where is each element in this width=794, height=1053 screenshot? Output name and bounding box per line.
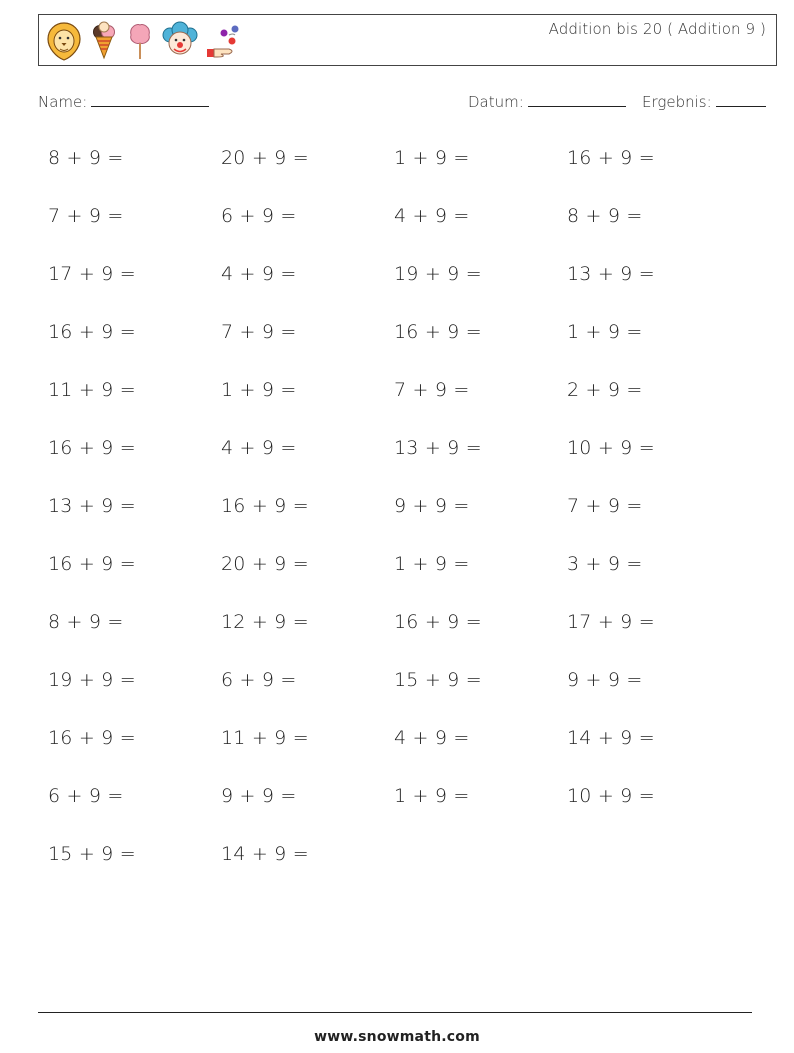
problem-item: 13 + 9 = (394, 437, 482, 459)
problem-item: 7 + 9 = (48, 205, 124, 227)
problem-item: 16 + 9 = (394, 321, 482, 343)
problem-item: 8 + 9 = (48, 147, 124, 169)
problem-item: 9 + 9 = (567, 669, 643, 691)
problem-item: 16 + 9 = (48, 321, 136, 343)
problem-item: 1 + 9 = (394, 147, 470, 169)
problem-item: 16 + 9 = (48, 727, 136, 749)
problem-item: 11 + 9 = (221, 727, 309, 749)
problem-item: 14 + 9 = (221, 843, 309, 865)
problem-item: 8 + 9 = (567, 205, 643, 227)
problem-item: 1 + 9 = (567, 321, 643, 343)
worksheet-header (38, 14, 777, 66)
footer-website: www.snowmath.com (314, 1029, 480, 1045)
date-label: Datum: (468, 93, 524, 111)
date-field (468, 92, 626, 111)
problem-item: 8 + 9 = (48, 611, 124, 633)
problem-item: 2 + 9 = (567, 379, 643, 401)
name-field (38, 92, 209, 111)
problem-item: 7 + 9 = (567, 495, 643, 517)
name-label: Name: (38, 93, 88, 111)
problem-item: 20 + 9 = (221, 553, 309, 575)
problem-item: 6 + 9 = (48, 785, 124, 807)
problem-item: 1 + 9 = (221, 379, 297, 401)
problem-item: 4 + 9 = (221, 263, 297, 285)
clown-icon (161, 21, 199, 61)
problem-item: 13 + 9 = (48, 495, 136, 517)
result-field (642, 92, 766, 111)
problem-item: 4 + 9 = (394, 205, 470, 227)
problem-item: 19 + 9 = (394, 263, 482, 285)
footer-divider (38, 1012, 752, 1013)
problem-item: 1 + 9 = (394, 553, 470, 575)
date-line (528, 92, 626, 107)
problem-item: 3 + 9 = (567, 553, 643, 575)
problem-item: 4 + 9 = (221, 437, 297, 459)
problem-item: 15 + 9 = (394, 669, 482, 691)
problem-item: 16 + 9 = (48, 553, 136, 575)
name-line (91, 92, 209, 107)
juggling-hand-icon (205, 21, 243, 61)
problem-item: 12 + 9 = (221, 611, 309, 633)
problem-item: 15 + 9 = (48, 843, 136, 865)
problem-item: 4 + 9 = (394, 727, 470, 749)
cotton-candy-icon (125, 21, 155, 61)
ice-cream-icon (89, 21, 119, 61)
worksheet-title: Addition bis 20 ( Addition 9 ) (548, 20, 766, 38)
problem-item: 17 + 9 = (567, 611, 655, 633)
problem-item: 16 + 9 = (221, 495, 309, 517)
problem-item: 9 + 9 = (221, 785, 297, 807)
result-label: Ergebnis: (642, 93, 712, 111)
problem-item: 16 + 9 = (394, 611, 482, 633)
problem-item: 14 + 9 = (567, 727, 655, 749)
problem-item: 1 + 9 = (394, 785, 470, 807)
problem-item: 6 + 9 = (221, 669, 297, 691)
problem-item: 7 + 9 = (221, 321, 297, 343)
problem-item: 6 + 9 = (221, 205, 297, 227)
problem-item: 19 + 9 = (48, 669, 136, 691)
problem-item: 20 + 9 = (221, 147, 309, 169)
lion-icon (45, 21, 83, 61)
problem-item: 10 + 9 = (567, 785, 655, 807)
problem-item: 7 + 9 = (394, 379, 470, 401)
header-icons (45, 21, 243, 61)
problem-item: 16 + 9 = (567, 147, 655, 169)
problem-item: 13 + 9 = (567, 263, 655, 285)
problem-item: 16 + 9 = (48, 437, 136, 459)
result-line (716, 92, 766, 107)
problem-item: 10 + 9 = (567, 437, 655, 459)
problem-item: 9 + 9 = (394, 495, 470, 517)
problem-item: 17 + 9 = (48, 263, 136, 285)
problem-item: 11 + 9 = (48, 379, 136, 401)
